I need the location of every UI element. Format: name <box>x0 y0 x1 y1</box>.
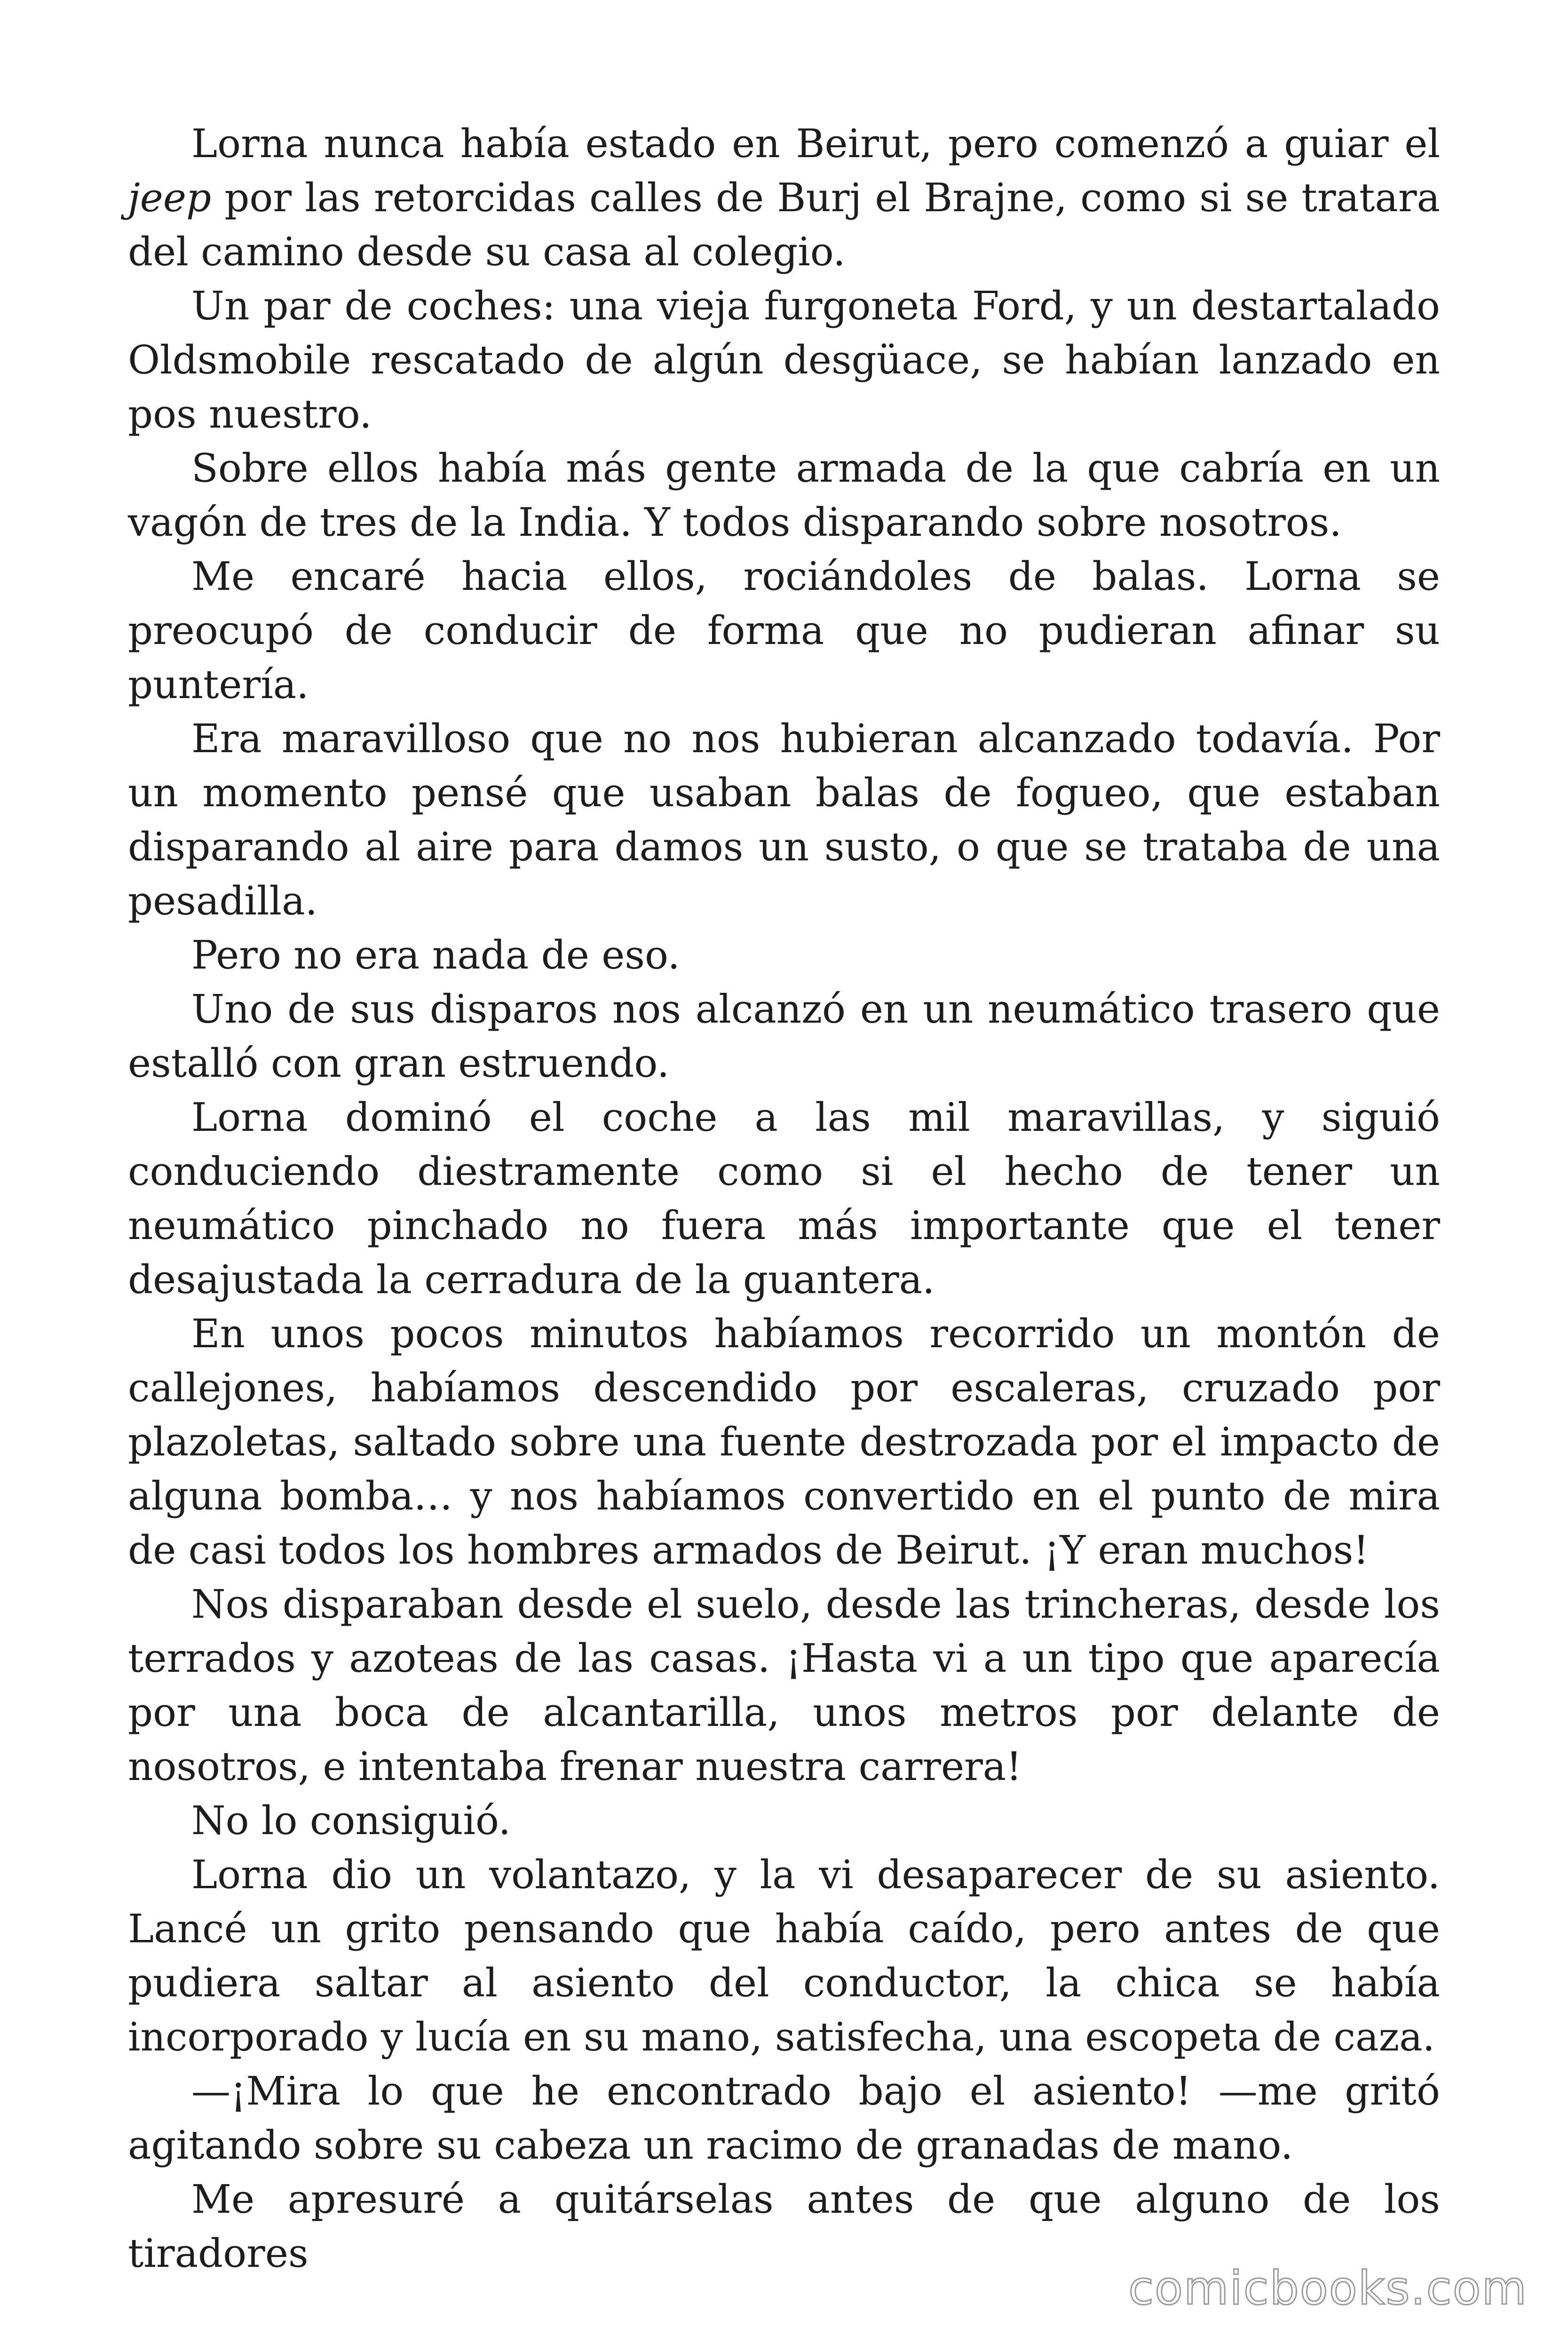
paragraph: Un par de coches: una vieja furgoneta Ford, y un destartalado Oldsmobile rescatado de algún desgüace, se habían lanzado en pos nuestro. <box>128 283 1440 437</box>
italic-word: jeep <box>128 175 212 221</box>
paragraph: Sobre ellos había más gente armada de la que cabría en un vagón de tres de la India. Y todos disparando sobre nosotros. <box>128 445 1440 545</box>
paragraph-continued: Me apresuré a quitárselas antes de que alguno de los tiradores <box>128 2177 1440 2276</box>
paragraph: Pero no era nada de eso. <box>191 932 680 978</box>
paragraph: Lorna dio un volantazo, y la vi desaparecer de su asiento. Lancé un grito pensando que había caído, pero antes de que pudiera saltar al asiento del conductor, la chica se había incorporado y lucía en su mano, satisfecha, una escopeta de caza. <box>128 1852 1440 2060</box>
page-text-body <box>128 117 1440 2280</box>
paragraph: En unos pocos minutos habíamos recorrido un montón de callejones, habíamos descendido por escaleras, cruzado por plazoletas, saltado sobre una fuente destrozada por el impacto de alguna bomba… y nos habíamos convertido en el punto de mira de casi todos los hombres armados de Beirut. ¡Y eran muchos! <box>128 1311 1440 1573</box>
paragraph: Uno de sus disparos nos alcanzó en un neumático trasero que estalló con gran estruendo. <box>128 986 1440 1086</box>
paragraph: Era maravilloso que no nos hubieran alcanzado todavía. Por un momento pensé que usaban balas de fogueo, que estaban disparando al aire para damos un susto, o que se trataba de una pesadilla. <box>128 716 1440 924</box>
paragraph: Lorna dominó el coche a las mil maravillas, y siguió conduciendo diestramente como si el hecho de tener un neumático pinchado no fuera más importante que el tener desajustada la cerradura de la guantera. <box>128 1095 1440 1303</box>
paragraph: Me encaré hacia ellos, rociándoles de balas. Lorna se preocupó de conducir de forma que no pudieran afinar su puntería. <box>128 554 1440 707</box>
paragraph: Lorna nunca había estado en Beirut, pero comenzó a guiar el jeep por las retorcidas calles de Burj el Brajne, como si se tratara del camino desde su casa al colegio. <box>128 121 1440 275</box>
paragraph: No lo consiguió. <box>191 1798 511 1843</box>
watermark: comicbooks.com <box>1128 2262 1528 2315</box>
paragraph: Nos disparaban desde el suelo, desde las trincheras, desde los terrados y azoteas de las casas. ¡Hasta vi a un tipo que aparecía por una boca de alcantarilla, unos metros por delante de nosotros, e intentaba frenar nuestra carrera! <box>128 1581 1440 1789</box>
paragraph: —¡Mira lo que he encontrado bajo el asiento! —me gritó agitando sobre su cabeza un racimo de granadas de mano. <box>128 2068 1440 2168</box>
